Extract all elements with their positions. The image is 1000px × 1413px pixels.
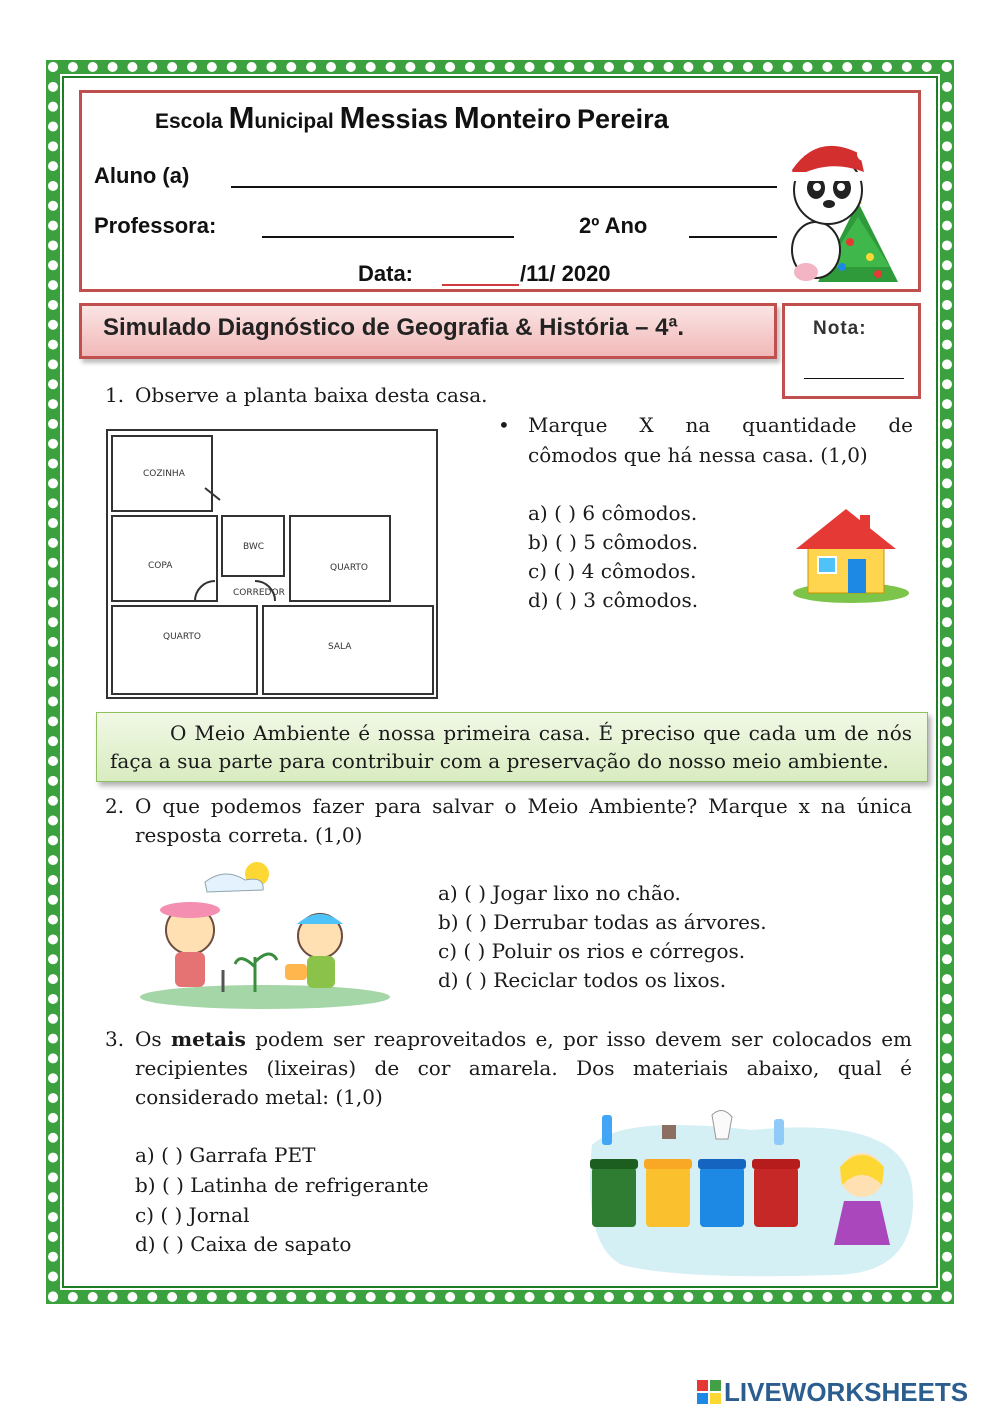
data-value: /11/ 2020 [520, 261, 611, 286]
room-copa: COPA [148, 561, 173, 571]
room-quarto-2: QUARTO [163, 632, 202, 642]
q2-option-c[interactable]: c) ( ) Poluir os rios e córregos. [438, 939, 746, 963]
professora-label: Professora: [94, 213, 217, 238]
floor-plan-image [105, 428, 455, 703]
q1-option-d[interactable]: d) ( ) 3 cômodos. [528, 588, 699, 612]
professora-input-line[interactable] [262, 236, 514, 238]
room-sala: SALA [328, 642, 352, 652]
q3-text-line3: considerado metal: (1,0) [135, 1085, 383, 1109]
liveworksheets-watermark: LIVEWORKSHEETS [697, 1377, 968, 1408]
data-label: Data: [358, 261, 414, 286]
q1-instruction-line2: cômodos que há nessa casa. (1,0) [528, 443, 868, 467]
info-box-line2: faça a sua parte para contribuir com a preservação do nosso meio ambiente. [110, 749, 889, 773]
kids-planting-image [135, 852, 395, 1012]
room-corredor: CORREDOR [233, 588, 285, 598]
q1-option-a[interactable]: a) ( ) 6 cômodos. [528, 501, 698, 525]
q2-text-line2: resposta correta. (1,0) [135, 823, 363, 847]
q3-option-a[interactable]: a) ( ) Garrafa PET [135, 1143, 316, 1167]
panda-christmas-image [778, 132, 918, 292]
nota-label: Nota: [813, 318, 867, 339]
q2-option-d[interactable]: d) ( ) Reciclar todos os lixos. [438, 968, 727, 992]
q3-number: 3. [105, 1027, 125, 1051]
q2-number: 2. [105, 794, 125, 818]
q2-option-b[interactable]: b) ( ) Derrubar todas as árvores. [438, 910, 767, 934]
data-day-input-line[interactable] [442, 284, 519, 286]
q1-bullet: • [498, 413, 510, 437]
nota-input-line[interactable] [804, 378, 904, 379]
q3-option-b[interactable]: b) ( ) Latinha de refrigerante [135, 1173, 429, 1197]
liveworksheets-logo-icon [697, 1380, 721, 1404]
school-name: Escola Municipal Messias Monteiro Pereira [155, 100, 669, 135]
room-cozinha: COZINHA [143, 469, 185, 479]
q3-text-line2: recipientes (lixeiras) de cor amarela. Dos materiais abaixo, qual é [135, 1056, 912, 1080]
room-quarto-1: QUARTO [330, 563, 369, 573]
room-bwc: BWC [243, 542, 265, 552]
q3-option-d[interactable]: d) ( ) Caixa de sapato [135, 1232, 352, 1256]
q1-instruction-line1: Marque X na quantidade de [528, 413, 913, 437]
recycling-bins-image [582, 1105, 922, 1285]
q3-option-c[interactable]: c) ( ) Jornal [135, 1203, 250, 1227]
ano-input-line[interactable] [689, 236, 777, 238]
q1-option-b[interactable]: b) ( ) 5 cômodos. [528, 530, 699, 554]
q3-bold-metais: metais [170, 1027, 246, 1051]
q1-number: 1. [105, 383, 125, 407]
aluno-label: Aluno (a) [94, 163, 190, 188]
q2-option-a[interactable]: a) ( ) Jogar lixo no chão. [438, 881, 681, 905]
q2-text-line1: O que podemos fazer para salvar o Meio Ambiente? Marque x na única [135, 794, 912, 818]
ano-label: 2º Ano [579, 213, 648, 238]
q1-text: Observe a planta baixa desta casa. [135, 383, 488, 407]
info-box-line1: O Meio Ambiente é nossa primeira casa. É preciso que cada um de nós [170, 721, 912, 745]
q1-option-c[interactable]: c) ( ) 4 cômodos. [528, 559, 697, 583]
q3-text-line1: Os metais podem ser reaproveitados e, por isso devem ser colocados em [135, 1027, 912, 1051]
page-title: Simulado Diagnóstico de Geografia & História – 4ª. [103, 314, 685, 341]
aluno-input-line[interactable] [231, 186, 777, 188]
house-image [786, 505, 911, 605]
